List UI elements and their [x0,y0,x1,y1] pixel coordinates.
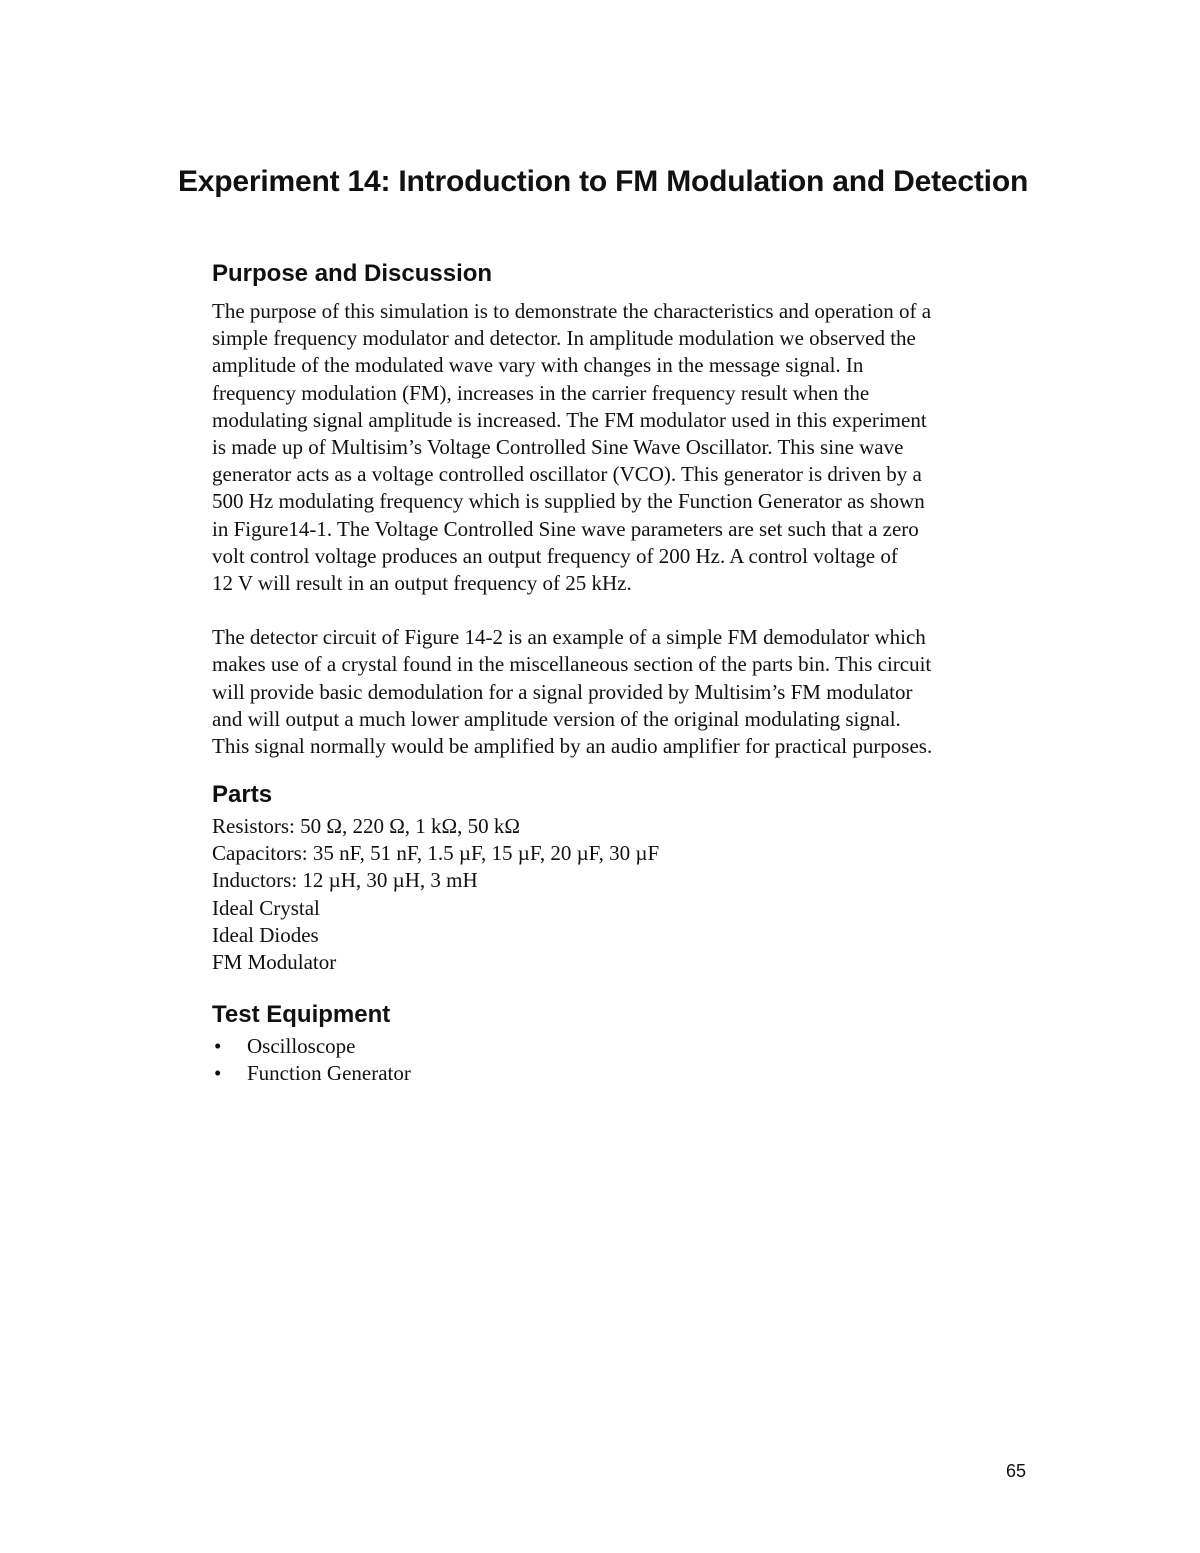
page-title: Experiment 14: Introduction to FM Modulation and Detection [178,165,1029,198]
page-number: 65 [1005,1461,1026,1481]
bullet-icon: • [214,1034,222,1058]
parts-list [212,813,1042,976]
bullet-icon: • [214,1061,222,1086]
parts-item-diodes: Ideal Diodes [212,922,319,947]
list-item [212,1033,1042,1060]
test-equipment-heading: Test Equipment [212,1001,391,1028]
purpose-section [212,259,1042,760]
parts-heading: Parts [212,781,273,808]
purpose-paragraph-1: The purpose of this simulation is to demonstrate the characteristics and operation of a simple frequency modulator and detector. In amplitude modulation we observed the amplitude of the modulated wave vary with changes in the message signal. In frequency modulation (FM), increases in the carrier frequency result when the modulating signal amplitude is increased. The FM modulator used in this experiment is made up of Multisim’s Voltage Controlled Sine Wave Oscillator. This sine wave generator acts as a voltage controlled oscillator (VCO). This generator is driven by a 500 Hz modulating frequency which is supplied by the Function Generator as shown in Figure14-1. The Voltage Controlled Sine wave parameters are set such that a zero volt control voltage produces an output frequency of 200 Hz. A control voltage of 12 V will result in an output frequency of 25 kHz. [212,299,932,596]
purpose-body [212,298,1042,760]
equipment-oscilloscope: Oscilloscope [247,1034,356,1058]
parts-item-crystal: Ideal Crystal [212,895,320,920]
parts-item-resistors: Resistors: 50 Ω, 220 Ω, 1 kΩ, 50 kΩ [212,814,521,838]
test-equipment-list [212,1033,1042,1087]
purpose-paragraph-2: The detector circuit of Figure 14-2 is an example of a simple FM demodulator which makes use of a crystal found in the miscellaneous section of the parts bin. This circuit will provide basic demodulation for a signal provided by Multisim’s FM modulator and will output a much lower amplitude version of the original modulating signal. This signal normally would be amplified by an audio amplifier for practical purposes. [212,625,933,759]
parts-section [212,780,1042,976]
parts-item-fm-modulator: FM Modulator [212,950,337,975]
list-item [212,1060,1042,1087]
equipment-function-generator: Function Generator [247,1061,411,1086]
test-equipment-section [212,1000,1042,1087]
parts-item-inductors: Inductors: 12 µH, 30 µH, 3 mH [212,868,478,893]
parts-item-capacitors: Capacitors: 35 nF, 51 nF, 1.5 µF, 15 µF, 20 µF, 30 µF [212,841,660,866]
purpose-heading: Purpose and Discussion [212,260,493,287]
